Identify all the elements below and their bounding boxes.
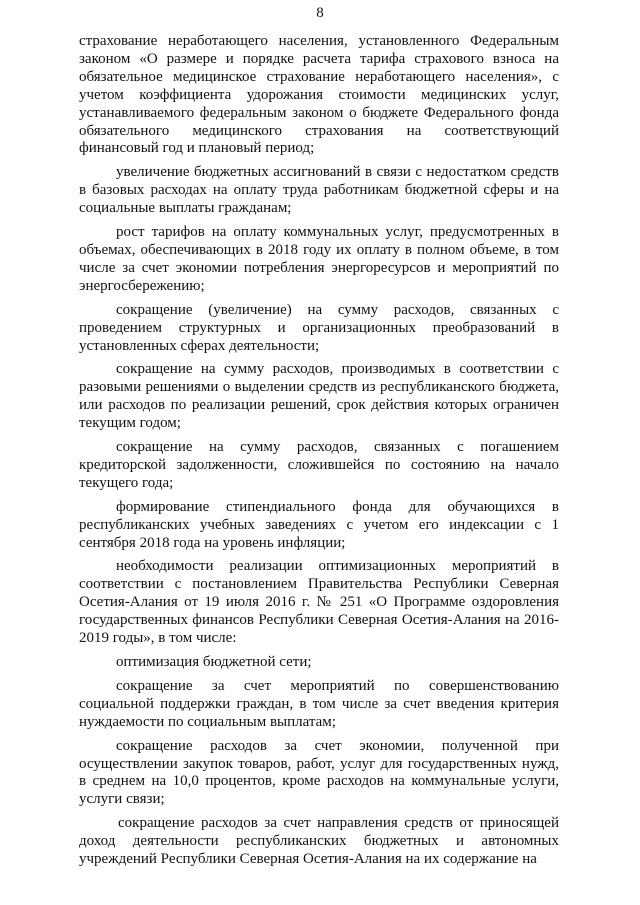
paragraph-utility-tariffs: рост тарифов на оплату коммунальных услуг, предусмотренных в объемах, обеспечивающих в 2018 году их оплату в полном объеме, в том числе за счет экономии потребления энергоресурсов и мероприятий по энергосбережению; <box>79 224 559 294</box>
paragraph-procurement-savings: сокращение расходов за счет экономии, полученной при осуществлении закупок товаров, работ, услуг для государственных нужд, в среднем на 10,0 процентов, кроме расходов на коммунальные услуги, услуги связи; <box>79 737 559 808</box>
paragraph-social-support: сокращение за счет мероприятий по совершенствованию социальной поддержки граждан, в том числе за счет введения критерия нуждаемости по социальным выплатам; <box>79 677 559 730</box>
paragraph-income-activity: сокращение расходов за счет направления средств от приносящей доход деятельности республиканских бюджетных и автономных учреждений Республики Северная Осетия-Алания на их содержание на <box>79 815 559 868</box>
paragraph-budget-network: оптимизация бюджетной сети; <box>116 654 312 670</box>
paragraph-optimization-measures: необходимости реализации оптимизационных мероприятий в соответствии с постановлением Правительства Республики Северная Осетия-Алания от 19 июля 2016 г. № 251 «О Программе оздоровления государственных финансов Республики Северная Осетия-Алания на 2016-2019 годы», в том числе: <box>79 558 559 647</box>
page-number: 8 <box>316 5 324 21</box>
paragraph-budget-increase: увеличение бюджетных ассигнований в связи с недостатком средств в базовых расходах на оплату труда работникам бюджетной сферы и на социальные выплаты гражданам; <box>79 164 559 217</box>
paragraph-one-time-decisions: сокращение на сумму расходов, производимых в соответствии с разовыми решениями о выделении средств из республиканского бюджета, или расходов по реализации решений, срок действия которых ограничен текущим годом; <box>79 361 559 432</box>
body-text <box>79 33 559 875</box>
paragraph-scholarship-fund: формирование стипендиального фонда для обучающихся в республиканских учебных заведениях с учетом его индексации с 1 сентября 2018 года на уровень инфляции; <box>79 498 559 551</box>
paragraph-insurance-continuation: страхование неработающего населения, установленного Федеральным законом «О размере и порядке расчета тарифа страхового взноса на обязательное медицинское страхование неработающего населения», с учетом коэффициента удорожания стоимости медицинских услуг, устанавливаемого федеральным законом о бюджете Федерального фонда обязательного медицинского страхования на соответствующий финансовый год и плановый период; <box>79 33 559 157</box>
paragraph-creditor-debt: сокращение на сумму расходов, связанных с погашением кредиторской задолженности, сложившейся по состоянию на начало текущего года; <box>79 439 559 491</box>
paragraph-structural-reforms: сокращение (увеличение) на сумму расходов, связанных с проведением структурных и организационных преобразований в установленных сферах деятельности; <box>79 301 559 354</box>
